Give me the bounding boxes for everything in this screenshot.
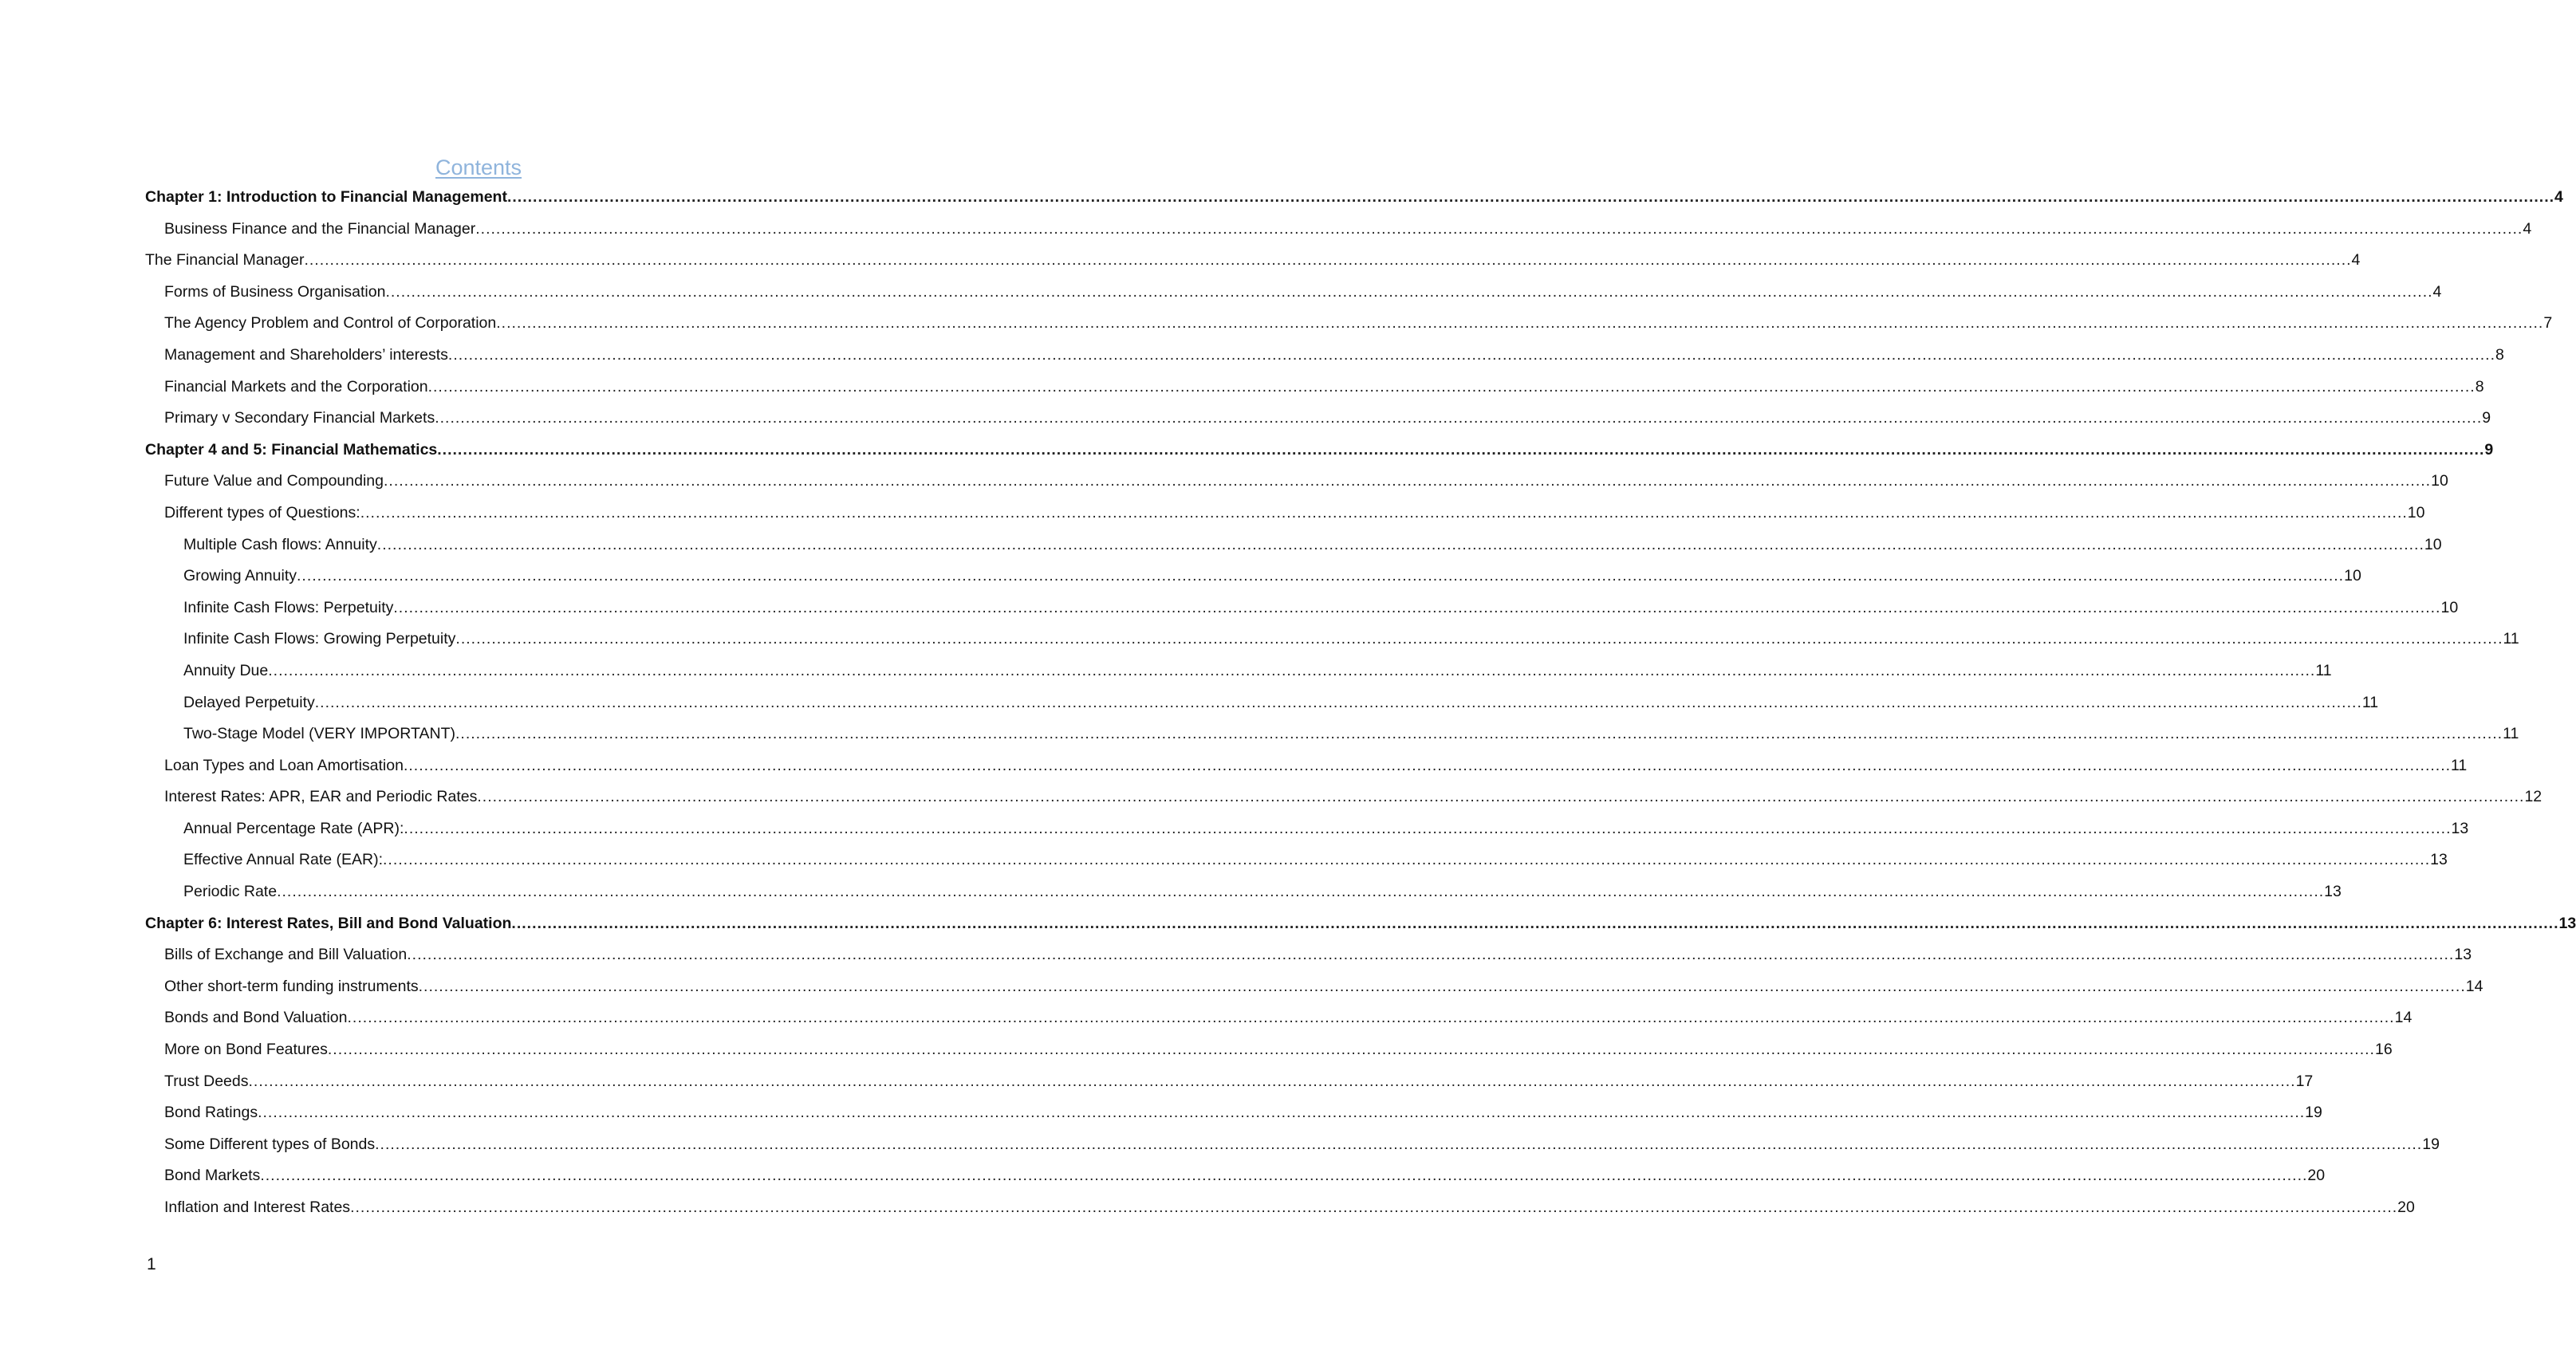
toc-entry-title: Annuity Due <box>183 661 269 679</box>
toc-entry-title: Two-Stage Model (VERY IMPORTANT) <box>183 725 455 743</box>
toc-entry-title: Inflation and Interest Rates <box>164 1199 351 1216</box>
toc-entry-page-number: 20 <box>2307 1167 2326 1185</box>
toc-entry-title: Forms of Business Organisation <box>164 282 386 301</box>
toc-entry-title: Some Different types of Bonds <box>164 1135 376 1153</box>
toc-entry[interactable] <box>145 908 2576 940</box>
toc-entry[interactable] <box>145 687 2379 719</box>
toc-entry-page-number: 19 <box>2422 1135 2440 1153</box>
toc-entry[interactable] <box>145 277 2442 309</box>
toc-entry-title: Effective Annual Rate (EAR): <box>183 851 384 869</box>
toc-entry-page-number: 10 <box>2440 598 2459 616</box>
toc-entry[interactable] <box>145 1192 2415 1224</box>
toc-entry-title: Chapter 4 and 5: Financial Mathematics <box>145 440 438 459</box>
toc-entry[interactable] <box>145 939 2472 971</box>
toc-entry[interactable] <box>145 466 2448 498</box>
toc-entry-page-number: 11 <box>2361 693 2379 711</box>
toc-dot-leader: ................................................................................................................................................................................................................................................................................................................................................................................................................ <box>418 977 2466 995</box>
toc-entry-page-number: 13 <box>2324 883 2342 901</box>
toc-entry-title: Chapter 6: Interest Rates, Bill and Bond Valuation <box>145 914 512 932</box>
toc-entry-title: Financial Markets and the Corporation <box>164 377 428 396</box>
toc-entry[interactable] <box>145 435 2494 466</box>
toc-entry-page-number: 20 <box>2397 1199 2415 1216</box>
toc-entry-title: Future Value and Compounding <box>164 472 384 490</box>
toc-entry-title: Trust Deeds <box>164 1072 249 1090</box>
toc-entry-page-number: 16 <box>2374 1041 2393 1059</box>
toc-dot-leader: ................................................................................................................................................................................................................................................................................................................................................................................................................ <box>347 1009 2395 1027</box>
toc-entry-page-number: 4 <box>2554 188 2563 206</box>
toc-entry-page-number: 9 <box>2482 409 2491 427</box>
toc-entry-title: Annual Percentage Rate (APR): <box>183 819 404 837</box>
toc-dot-leader: ................................................................................................................................................................................................................................................................................................................................................................................................................ <box>258 1104 2306 1122</box>
toc-entry-title: Different types of Questions: <box>164 503 360 522</box>
toc-dot-leader: ................................................................................................................................................................................................................................................................................................................................................................................................................ <box>455 725 2503 743</box>
toc-entry[interactable] <box>145 372 2484 403</box>
toc-entry-title: Bond Ratings <box>164 1104 258 1122</box>
toc-dot-leader: ................................................................................................................................................................................................................................................................................................................................................................................................................ <box>268 661 2316 679</box>
toc-entry-title: Periodic Rate <box>183 883 278 901</box>
toc-dot-leader: ................................................................................................................................................................................................................................................................................................................................................................................................................ <box>447 345 2495 364</box>
toc-entry-page-number: 8 <box>2475 377 2484 396</box>
toc-entry-page-number: 14 <box>2465 977 2483 995</box>
toc-entry-title: More on Bond Features <box>164 1041 328 1059</box>
toc-entry-page-number: 12 <box>2524 788 2543 806</box>
toc-dot-leader: ................................................................................................................................................................................................................................................................................................................................................................................................................ <box>475 219 2523 238</box>
toc-dot-leader: ................................................................................................................................................................................................................................................................................................................................................................................................................ <box>496 314 2544 333</box>
toc-entry[interactable] <box>145 971 2483 1003</box>
toc-entry-page-number: 11 <box>2451 756 2468 774</box>
toc-entry-page-number: 10 <box>2424 535 2442 553</box>
toc-entry-page-number: 11 <box>2503 630 2519 648</box>
table-of-contents <box>145 182 2576 1224</box>
toc-entry-page-number: 13 <box>2558 914 2576 932</box>
toc-entry[interactable] <box>145 308 2553 340</box>
toc-dot-leader: ................................................................................................................................................................................................................................................................................................................................................................................................................ <box>477 788 2525 806</box>
toc-title: Contents <box>435 155 522 179</box>
toc-entry-page-number: 14 <box>2394 1009 2413 1027</box>
toc-dot-leader: ................................................................................................................................................................................................................................................................................................................................................................................................................ <box>511 914 2559 932</box>
toc-entry[interactable] <box>145 876 2342 908</box>
toc-entry[interactable] <box>145 561 2361 592</box>
toc-entry-page-number: 11 <box>2315 661 2332 679</box>
toc-dot-leader: ................................................................................................................................................................................................................................................................................................................................................................................................................ <box>427 377 2476 396</box>
toc-dot-leader: ................................................................................................................................................................................................................................................................................................................................................................................................................ <box>277 883 2325 901</box>
toc-entry-title: Business Finance and the Financial Manager <box>164 219 476 238</box>
toc-dot-leader: ................................................................................................................................................................................................................................................................................................................................................................................................................ <box>404 819 2452 837</box>
toc-entry[interactable] <box>145 813 2469 845</box>
toc-dot-leader: ................................................................................................................................................................................................................................................................................................................................................................................................................ <box>407 946 2455 964</box>
toc-dot-leader: ................................................................................................................................................................................................................................................................................................................................................................................................................ <box>384 472 2432 490</box>
toc-entry-title: Primary v Secondary Financial Markets <box>164 409 435 427</box>
toc-entry-page-number: 10 <box>2407 503 2425 522</box>
toc-dot-leader: ................................................................................................................................................................................................................................................................................................................................................................................................................ <box>435 409 2483 427</box>
toc-entry-page-number: 11 <box>2503 725 2519 743</box>
toc-entry[interactable] <box>145 340 2504 372</box>
toc-entry[interactable] <box>145 214 2532 246</box>
toc-entry-title: Infinite Cash Flows: Perpetuity <box>183 598 394 616</box>
toc-dot-leader: ................................................................................................................................................................................................................................................................................................................................................................................................................ <box>360 503 2408 522</box>
toc-entry[interactable] <box>145 529 2442 561</box>
toc-entry-page-number: 4 <box>2351 251 2361 270</box>
toc-dot-leader: ................................................................................................................................................................................................................................................................................................................................................................................................................ <box>327 1041 2375 1059</box>
toc-dot-leader: ................................................................................................................................................................................................................................................................................................................................................................................................................ <box>393 598 2441 616</box>
toc-entry[interactable] <box>145 403 2491 435</box>
toc-dot-leader: ................................................................................................................................................................................................................................................................................................................................................................................................................ <box>314 693 2362 711</box>
toc-entry[interactable] <box>145 592 2459 624</box>
toc-entry-title: The Agency Problem and Control of Corporation <box>164 314 497 333</box>
toc-dot-leader: ................................................................................................................................................................................................................................................................................................................................................................................................................ <box>375 1135 2423 1153</box>
toc-entry[interactable] <box>145 781 2543 813</box>
toc-entry[interactable] <box>145 655 2332 687</box>
toc-entry[interactable] <box>145 844 2448 876</box>
toc-entry-title: Loan Types and Loan Amortisation <box>164 756 404 774</box>
toc-entry[interactable] <box>145 1097 2322 1129</box>
toc-entry[interactable] <box>145 1002 2413 1034</box>
toc-entry-page-number: 4 <box>2432 282 2442 301</box>
toc-dot-leader: ................................................................................................................................................................................................................................................................................................................................................................................................................ <box>297 567 2345 585</box>
toc-entry[interactable] <box>145 1129 2440 1161</box>
toc-entry-page-number: 10 <box>2344 567 2361 585</box>
toc-entry-page-number: 8 <box>2495 345 2504 364</box>
toc-entry-title: Growing Annuity <box>183 567 297 585</box>
toc-entry[interactable] <box>145 1066 2314 1098</box>
toc-entry-title: Bonds and Bond Valuation <box>164 1009 348 1027</box>
toc-entry[interactable] <box>145 624 2519 655</box>
toc-dot-leader: ................................................................................................................................................................................................................................................................................................................................................................................................................ <box>376 535 2424 553</box>
toc-entry-title: Chapter 1: Introduction to Financial Management <box>145 188 507 206</box>
toc-entry-title: Bond Markets <box>164 1167 261 1185</box>
toc-entry-title: Management and Shareholders’ interests <box>164 345 448 364</box>
toc-entry-page-number: 13 <box>2454 946 2472 964</box>
toc-entry[interactable] <box>145 750 2468 782</box>
toc-entry-title: Delayed Perpetuity <box>183 693 315 711</box>
toc-entry-title: Interest Rates: APR, EAR and Periodic Rates <box>164 788 478 806</box>
toc-entry-page-number: 7 <box>2543 314 2553 333</box>
toc-entry[interactable] <box>145 1160 2326 1192</box>
toc-entry[interactable] <box>145 182 2563 214</box>
toc-entry-title: Other short-term funding instruments <box>164 977 419 995</box>
toc-entry-page-number: 10 <box>2431 472 2448 490</box>
toc-dot-leader: ................................................................................................................................................................................................................................................................................................................................................................................................................ <box>304 251 2352 270</box>
page-number: 1 <box>147 1255 156 1273</box>
toc-dot-leader: ................................................................................................................................................................................................................................................................................................................................................................................................................ <box>455 630 2503 648</box>
toc-dot-leader: ................................................................................................................................................................................................................................................................................................................................................................................................................ <box>437 440 2485 459</box>
toc-entry[interactable] <box>145 245 2361 277</box>
toc-entry-page-number: 17 <box>2295 1072 2314 1090</box>
toc-entry[interactable] <box>145 718 2519 750</box>
toc-dot-leader: ................................................................................................................................................................................................................................................................................................................................................................................................................ <box>506 188 2555 206</box>
toc-entry-title: Multiple Cash flows: Annuity <box>183 535 377 553</box>
toc-entry-page-number: 13 <box>2430 851 2448 869</box>
toc-entry-title: Bills of Exchange and Bill Valuation <box>164 946 408 964</box>
toc-entry[interactable] <box>145 498 2425 529</box>
toc-entry-title: The Financial Manager <box>145 251 305 270</box>
toc-entry-page-number: 13 <box>2451 819 2469 837</box>
toc-entry-title: Infinite Cash Flows: Growing Perpetuity <box>183 630 456 648</box>
toc-dot-leader: ................................................................................................................................................................................................................................................................................................................................................................................................................ <box>383 851 2431 869</box>
toc-dot-leader: ................................................................................................................................................................................................................................................................................................................................................................................................................ <box>350 1199 2398 1216</box>
toc-dot-leader: ................................................................................................................................................................................................................................................................................................................................................................................................................ <box>403 756 2452 774</box>
toc-dot-leader: ................................................................................................................................................................................................................................................................................................................................................................................................................ <box>248 1072 2296 1090</box>
toc-entry[interactable] <box>145 1034 2393 1066</box>
toc-entry-page-number: 4 <box>2523 219 2532 238</box>
toc-dot-leader: ................................................................................................................................................................................................................................................................................................................................................................................................................ <box>385 282 2433 301</box>
toc-entry-page-number: 9 <box>2484 440 2494 459</box>
toc-entry-page-number: 19 <box>2305 1104 2322 1122</box>
toc-dot-leader: ................................................................................................................................................................................................................................................................................................................................................................................................................ <box>260 1167 2308 1185</box>
